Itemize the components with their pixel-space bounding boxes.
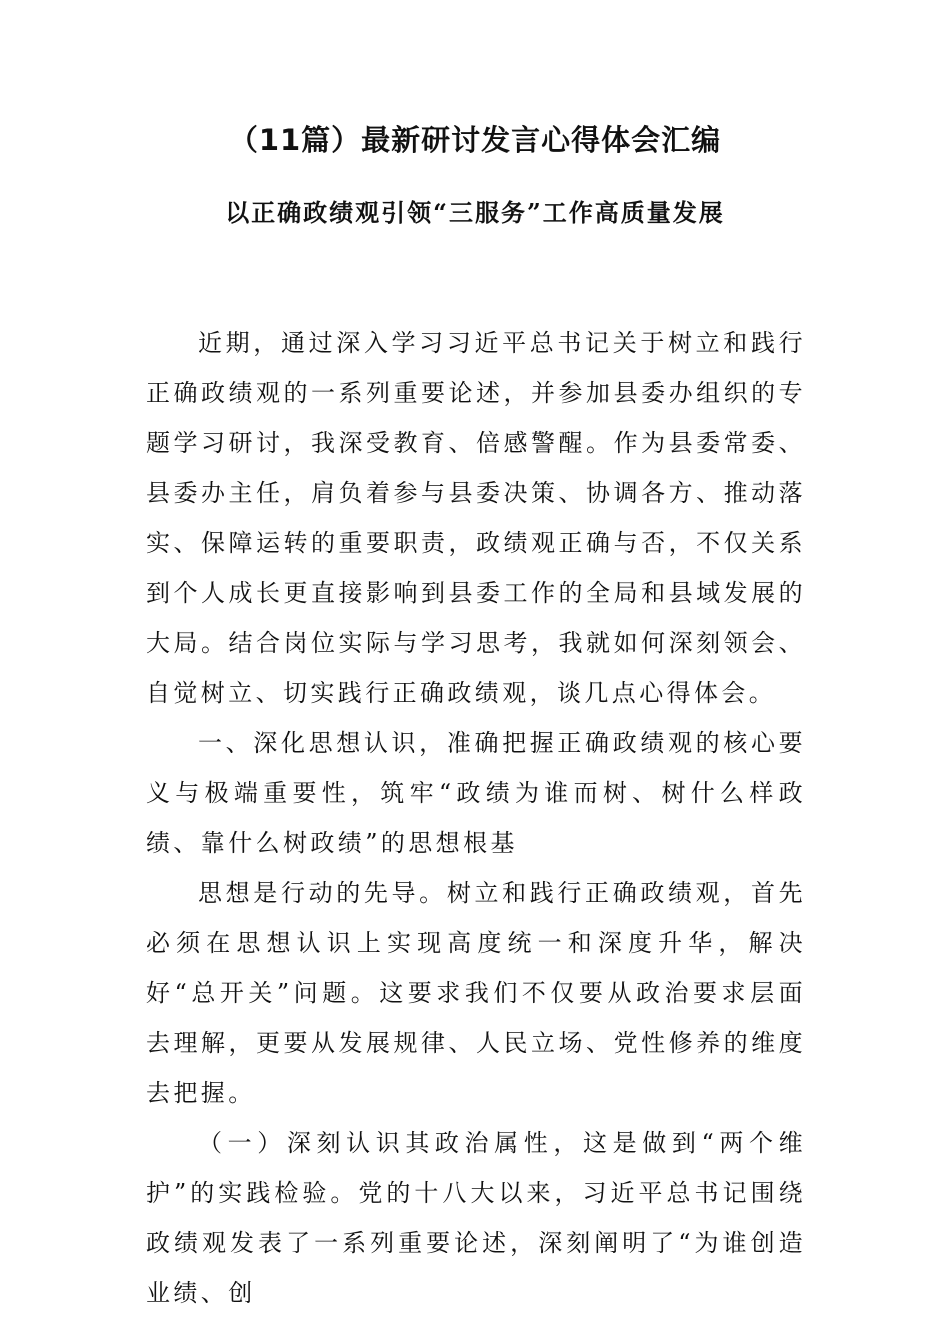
document-subtitle: 以正确政绩观引领“三服务”工作高质量发展	[225, 198, 725, 227]
document-title: （11篇）最新研讨发言心得体会汇编	[228, 123, 722, 157]
paragraph-intro: 近期，通过深入学习习近平总书记关于树立和践行正确政绩观的一系列重要论述，并参加县委办组织的专题学习研讨，我深受教育、倍感警醒。作为县委常委、县委办主任，肩负着参与县委决策、协调各方、推动落实、保障运转的重要职责，政绩观正确与否，不仅关系到个人成长更直接影响到县委工作的全局和县域发展的大局。结合岗位实际与学习思考，我就如何深刻领会、自觉树立、切实践行正确政绩观，谈几点心得体会。	[146, 329, 806, 707]
paragraph-subsection-1: （一）深刻认识其政治属性，这是做到“两个维护”的实践检验。党的十八大以来，习近平总书记围绕政绩观发表了一系列重要论述，深刻阐明了“为谁创造业绩、创	[146, 1129, 806, 1307]
document-body	[146, 318, 806, 1318]
paragraph-section-1: 思想是行动的先导。树立和践行正确政绩观，首先必须在思想认识上实现高度统一和深度升华，解决好“总开关”问题。这要求我们不仅要从政治要求层面去理解，更要从发展规律、人民立场、党性修养的维度去把握。	[146, 879, 806, 1107]
section-heading-1: 一、深化思想认识，准确把握正确政绩观的核心要义与极端重要性，筑牢“政绩为谁而树、树什么样政绩、靠什么树政绩”的思想根基	[146, 729, 806, 857]
